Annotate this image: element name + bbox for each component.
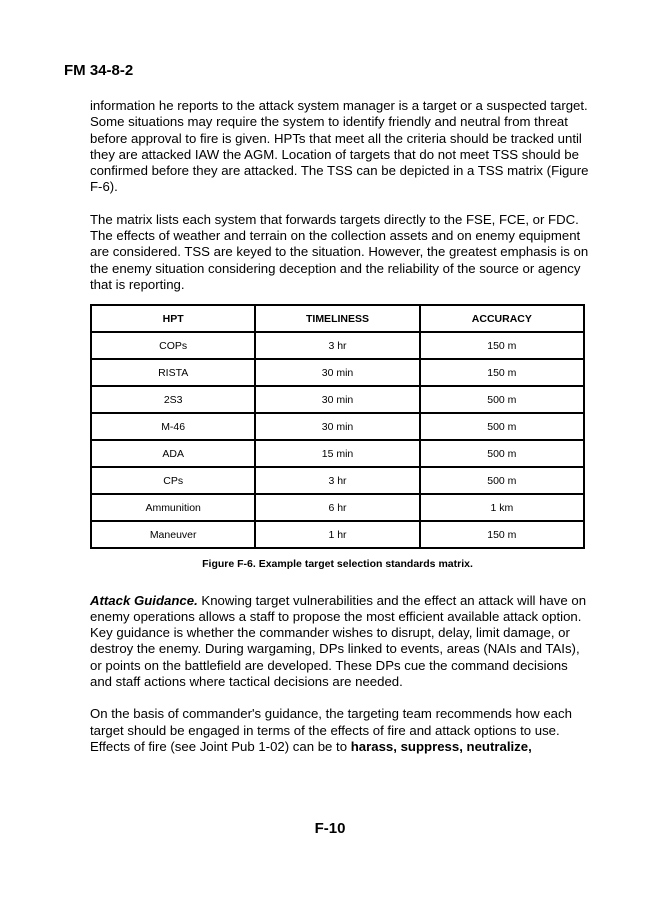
cell-timeliness: 1 hr (255, 521, 419, 548)
document-header: FM 34-8-2 (64, 62, 134, 79)
cell-accuracy: 500 m (420, 413, 584, 440)
cell-accuracy: 500 m (420, 386, 584, 413)
paragraph-tss-intro: information he reports to the attack system manager is a target or a suspected target. Some situations may require the system to identify friendly and neutral from threat before approval to fire is given. HPTs that meet all the criteria should be tracked until they are attacked IAW the AGM. Location of targets that do not meet TSS should be confirmed before they are attacked. The TSS can be depicted in a TSS matrix (Figure F-6). (90, 98, 589, 195)
effects-of-fire-terms: harass, suppress, neutralize, (350, 738, 532, 754)
page-number: F-10 (314, 820, 346, 837)
table-row (91, 467, 584, 494)
cell-timeliness: 15 min (255, 440, 419, 467)
cell-timeliness: 3 hr (255, 467, 419, 494)
cell-accuracy: 500 m (420, 440, 584, 467)
table-row (91, 359, 584, 386)
cell-accuracy: 1 km (420, 494, 584, 521)
cell-hpt: Maneuver (91, 521, 255, 548)
table-row (91, 413, 584, 440)
cell-hpt: 2S3 (91, 386, 255, 413)
effects-of-fire-body: On the basis of commander's guidance, the targeting team recommends how each target should be engaged in terms of the effects of fire and attack options to use. Effects of fire (see Joint Pub 1-02) can be to (90, 706, 572, 754)
header-timeliness: TIMELINESS (255, 305, 419, 332)
cell-hpt: COPs (91, 332, 255, 359)
cell-timeliness: 3 hr (255, 332, 419, 359)
cell-accuracy: 150 m (420, 359, 584, 386)
cell-hpt: RISTA (91, 359, 255, 386)
cell-accuracy: 150 m (420, 332, 584, 359)
table-header-row (91, 305, 584, 332)
table-row (91, 332, 584, 359)
table-row (91, 440, 584, 467)
header-accuracy: ACCURACY (420, 305, 584, 332)
attack-guidance-body: Knowing target vulnerabilities and the effect an attack will have on enemy operations allows a staff to propose the most efficient available attack option. Key guidance is whether the commander wishes to disrupt, delay, limit damage, or destroy the enemy. During wargaming, DPs linked to events, areas (NAIs and TAIs), or points on the battlefield are developed. These DPs cue the command decisions and staff actions where tactical decisions are needed. (90, 592, 587, 690)
cell-timeliness: 6 hr (255, 494, 419, 521)
paragraph-matrix-description: The matrix lists each system that forwards targets directly to the FSE, FCE, or FDC. The effects of weather and terrain on the collection assets and on enemy equipment are considered. TSS are keyed to the situation. However, the greatest emphasis is on the enemy situation considering deception and the reliability of the source or agency that is reporting. (90, 211, 589, 292)
paragraph-effects-of-fire (90, 706, 590, 755)
table-row (91, 521, 584, 548)
tss-matrix-table (90, 304, 585, 549)
header-hpt: HPT (91, 305, 255, 332)
cell-hpt: M-46 (91, 413, 255, 440)
cell-timeliness: 30 min (255, 386, 419, 413)
page-content (90, 98, 590, 771)
cell-hpt: CPs (91, 467, 255, 494)
cell-accuracy: 500 m (420, 467, 584, 494)
attack-guidance-heading: Attack Guidance. (90, 592, 198, 608)
figure-caption: Figure F-6. Example target selection standards matrix. (202, 558, 473, 571)
cell-accuracy: 150 m (420, 521, 584, 548)
table-row (91, 386, 584, 413)
cell-hpt: ADA (91, 440, 255, 467)
cell-timeliness: 30 min (255, 413, 419, 440)
cell-hpt: Ammunition (91, 494, 255, 521)
cell-timeliness: 30 min (255, 359, 419, 386)
table-row (91, 494, 584, 521)
paragraph-attack-guidance (90, 593, 590, 691)
